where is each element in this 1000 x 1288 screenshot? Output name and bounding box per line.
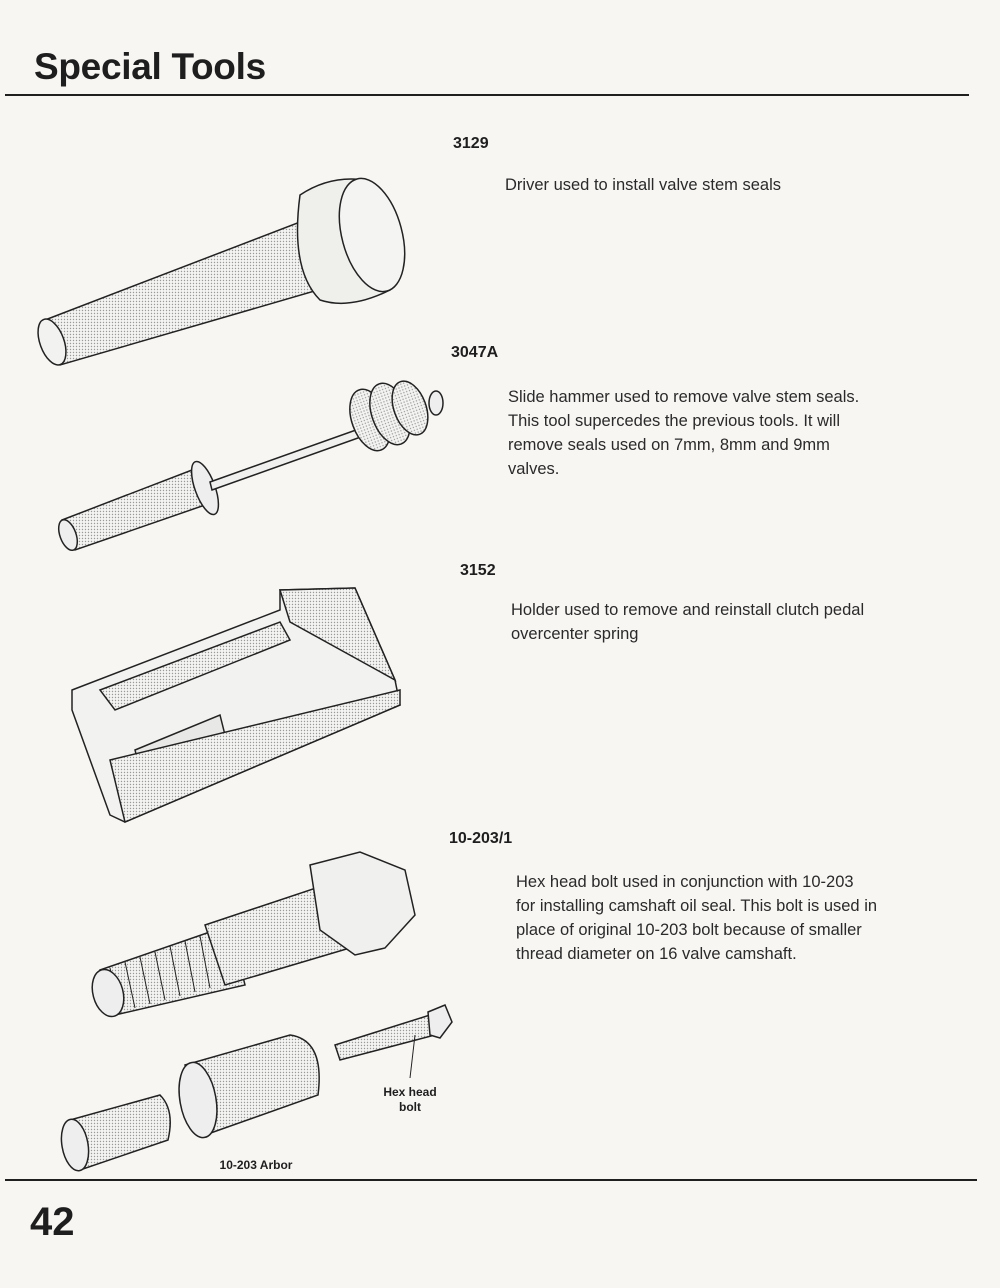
holder-3152-illustration (72, 588, 400, 822)
tool-description-10-203-1 (516, 870, 877, 966)
desc-line: remove seals used on 7mm, 8mm and 9mm (508, 436, 830, 454)
tool-code-10-203-1: 10-203/1 (449, 830, 513, 847)
page-number: 42 (30, 1200, 75, 1244)
desc-line: for installing camshaft oil seal. This bolt is used in (516, 897, 878, 915)
arbor-label: 10-203 Arbor (219, 1158, 293, 1172)
label-line: bolt (399, 1100, 421, 1114)
hex-head-bolt-label (370, 1085, 450, 1115)
hex-bolt-10-203-1-illustration (87, 852, 415, 1020)
page-title: Special Tools (34, 46, 266, 87)
desc-line: Holder used to remove and reinstall clutch pedal (511, 601, 865, 619)
tool-code-3152: 3152 (460, 562, 496, 579)
tool-description-3152 (511, 598, 864, 646)
desc-line: Hex head bolt used in conjunction with 10-203 (516, 873, 854, 891)
desc-line: thread diameter on 16 valve camshaft. (516, 945, 797, 963)
tool-code-3129: 3129 (453, 135, 489, 152)
desc-line: This tool supercedes the previous tools. It will (508, 412, 840, 430)
footer-rule (5, 1179, 977, 1181)
desc-line: place of original 10-203 bolt because of smaller (516, 921, 862, 939)
desc-line: valves. (508, 460, 560, 478)
tool-code-3047a: 3047A (451, 344, 499, 361)
desc-line: Slide hammer used to remove valve stem seals. (508, 388, 860, 406)
tool-description-3047a (508, 385, 859, 481)
tool-description-3129: Driver used to install valve stem seals (505, 176, 782, 194)
slide-hammer-3047a-illustration (55, 376, 443, 553)
label-line: Hex head (383, 1085, 437, 1099)
driver-3129-illustration (33, 171, 416, 368)
desc-line: overcenter spring (511, 625, 639, 643)
